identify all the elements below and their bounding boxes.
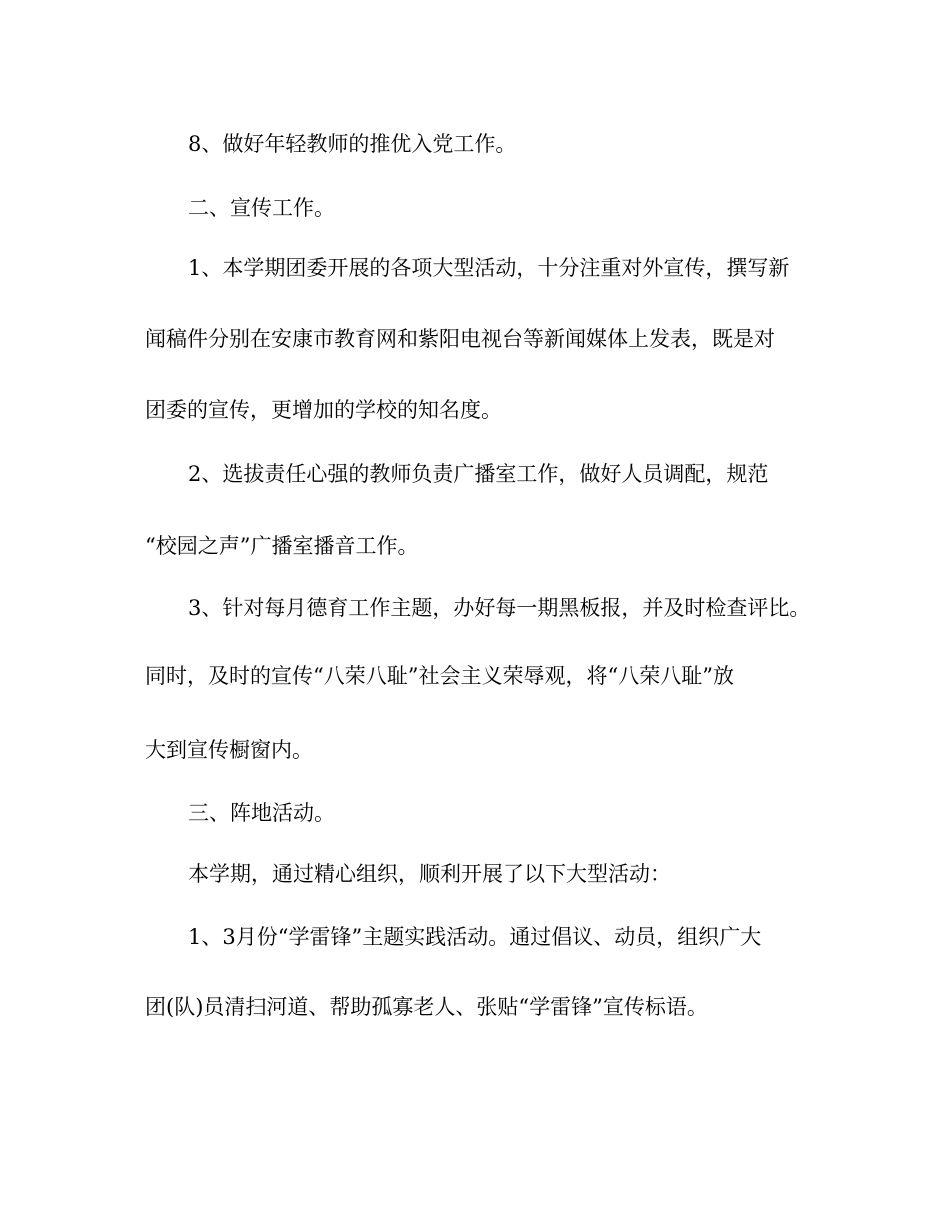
text-line-item-8: 8、做好年轻教师的推优入党工作。	[188, 132, 517, 156]
paragraph-publicity-3-line-3: 大到宣传橱窗内。	[145, 738, 313, 762]
paragraph-activities-1-line-1: 1、3月份“学雷锋”主题实践活动。通过倡议、动员，组织广大	[188, 925, 762, 949]
paragraph-publicity-1-line-3: 团委的宣传，更增加的学校的知名度。	[145, 398, 502, 422]
paragraph-publicity-3-line-2: 同时，及时的宣传“八荣八耻”社会主义荣辱观，将“八荣八耻”放	[145, 664, 734, 688]
paragraph-publicity-3-line-1: 3、针对每月德育工作主题，办好每一期黑板报，并及时检查评比。	[188, 596, 811, 620]
section-heading-publicity: 二、宣传工作。	[188, 196, 335, 220]
paragraph-publicity-2-line-2: “校园之声”广播室播音工作。	[145, 534, 419, 558]
paragraph-publicity-1-line-2: 闻稿件分别在安康市教育网和紫阳电视台等新闻媒体上发表，既是对	[145, 327, 775, 351]
paragraph-activities-1-line-2: 团(队)员清扫河道、帮助孤寡老人、张贴“学雷锋”宣传标语。	[145, 995, 708, 1019]
paragraph-publicity-2-line-1: 2、选拔责任心强的教师负责广播室工作，做好人员调配，规范	[188, 462, 769, 486]
paragraph-activities-intro: 本学期，通过精心组织，顺利开展了以下大型活动：	[188, 862, 671, 886]
paragraph-publicity-1-line-1: 1、本学期团委开展的各项大型活动，十分注重对外宣传，撰写新	[188, 256, 790, 280]
section-heading-activities: 三、阵地活动。	[188, 801, 335, 825]
